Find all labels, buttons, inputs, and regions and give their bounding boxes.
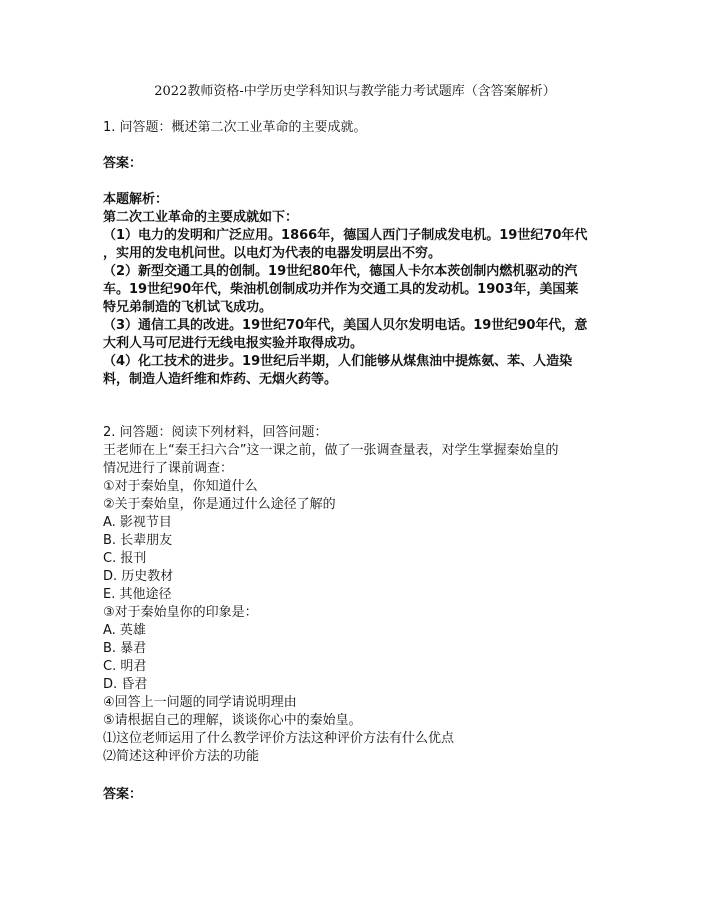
q1-analysis-label: 本题解析： bbox=[103, 192, 169, 207]
q2-option: D. 历史教材 bbox=[103, 569, 174, 584]
q2-option: D. 昏君 bbox=[103, 677, 148, 692]
q2-option: B. 暴君 bbox=[103, 641, 147, 656]
q1-analysis-line: 第二次工业革命的主要成就如下： bbox=[103, 210, 299, 225]
q1-answer-label: 答案： bbox=[103, 156, 143, 171]
q1-analysis-line: 特兄弟制造的飞机试飞成功。 bbox=[103, 300, 273, 315]
q1-analysis-line: 料，制造人造纤维和炸药、无烟火药等。 bbox=[103, 372, 338, 387]
q2-subquestion: ⑵简述这种评价方法的功能 bbox=[103, 749, 260, 764]
q1-analysis-line: （3）通信工具的改进。19世纪70年代，美国人贝尔发明电话。19世纪90年代，意 bbox=[103, 318, 588, 333]
q2-option: A. 英雄 bbox=[103, 623, 146, 638]
q2-option: A. 影视节目 bbox=[103, 515, 172, 530]
q2-line: ①对于秦始皇，你知道什么 bbox=[103, 479, 258, 494]
q1-analysis-line: （1）电力的发明和广泛应用。1866年，德国人西门子制成发电机。19世纪70年代 bbox=[103, 228, 588, 243]
q2-answer-label: 答案： bbox=[103, 787, 143, 802]
q2-option: B. 长辈朋友 bbox=[103, 533, 173, 548]
q2-option: C. 明君 bbox=[103, 659, 147, 674]
q2-line: 2. 问答题：阅读下列材料，回答问题： bbox=[103, 425, 328, 440]
q1-question: 1. 问答题：概述第二次工业革命的主要成就。 bbox=[103, 120, 367, 135]
q1-analysis-line: （2）新型交通工具的创制。19世纪80年代，德国人卡尔本茨创制内燃机驱动的汽 bbox=[103, 264, 578, 279]
q2-line: ③对于秦始皇你的印象是： bbox=[103, 605, 258, 620]
document-title: 2022教师资格-中学历史学科知识与教学能力考试题库（含答案解析） bbox=[154, 84, 556, 99]
q1-analysis-line: 车。19世纪90年代，柴油机创制成功并作为交通工具的发动机。1903年，美国莱 bbox=[103, 282, 579, 297]
q2-option: C. 报刊 bbox=[103, 551, 147, 566]
q1-analysis-line: 大利人马可尼进行无线电报实验并取得成功。 bbox=[103, 336, 364, 351]
q2-line: 情况进行了课前调查： bbox=[103, 461, 234, 476]
q2-line: 王老师在上“秦王扫六合”这一课之前，做了一张调查量表，对学生掌握秦始皇的 bbox=[103, 443, 559, 458]
q2-line: ⑤请根据自己的理解，谈谈你心中的秦始皇。 bbox=[103, 713, 362, 728]
q2-subquestion: ⑴这位老师运用了什么教学评价方法这种评价方法有什么优点 bbox=[103, 731, 455, 746]
q1-analysis-line: ，实用的发电机问世。以电灯为代表的电器发明层出不穷。 bbox=[103, 246, 442, 261]
q2-line: ④回答上一问题的同学请说明理由 bbox=[103, 695, 297, 710]
q2-option: E. 其他途径 bbox=[103, 587, 172, 602]
q2-line: ②关于秦始皇，你是通过什么途径了解的 bbox=[103, 497, 336, 512]
q1-analysis-line: （4）化工技术的进步。19世纪后半期，人们能够从煤焦油中提炼氨、苯、人造染 bbox=[103, 354, 573, 369]
